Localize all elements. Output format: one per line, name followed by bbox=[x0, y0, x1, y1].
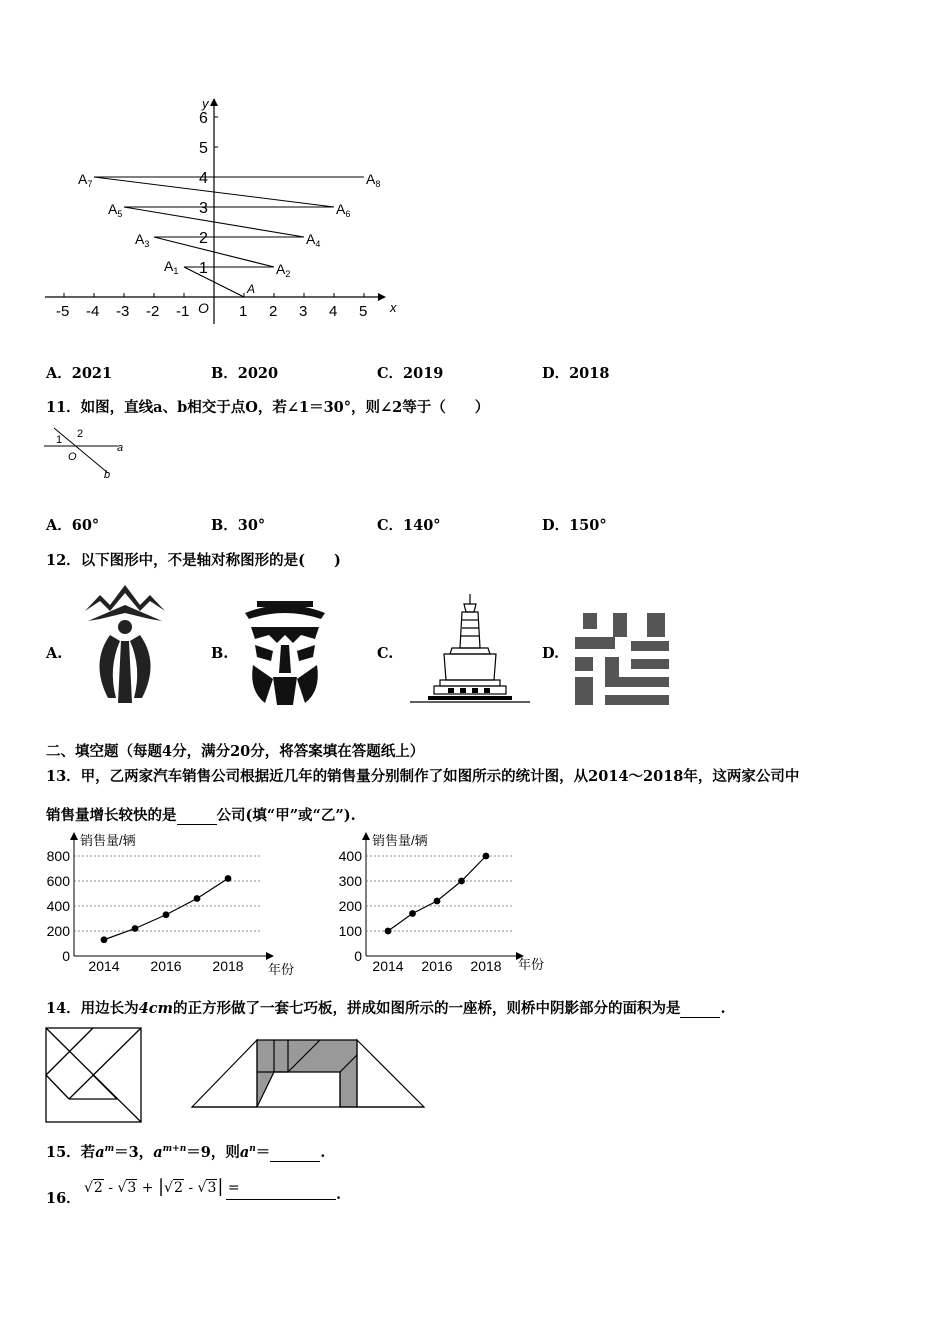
chart-jia-x-tick: 2018 bbox=[212, 958, 244, 974]
q10-option-d[interactable]: D．2018 bbox=[542, 365, 610, 382]
point-label: $A_2$ bbox=[276, 261, 291, 279]
chart-jia-xlabel: 年份 bbox=[268, 962, 295, 977]
q14-length: 4cm bbox=[138, 1000, 173, 1017]
y-tick: 5 bbox=[199, 140, 208, 157]
q12-option-c[interactable]: C. bbox=[377, 645, 394, 662]
q14-bridge-figure bbox=[190, 1038, 426, 1112]
chart-yi-data-point bbox=[385, 928, 392, 935]
q16-radicand: 3 bbox=[127, 1180, 137, 1196]
q13-answer-blank[interactable] bbox=[177, 807, 217, 825]
q10-option-c[interactable]: C．2019 bbox=[377, 365, 444, 382]
x-tick: 1 bbox=[239, 303, 248, 320]
point-label: $A_7$ bbox=[78, 171, 93, 189]
q15-stem bbox=[46, 1141, 325, 1162]
chart-jia-y-tick: 600 bbox=[46, 873, 70, 889]
q14-tangram-square bbox=[45, 1027, 143, 1124]
x-tick: 5 bbox=[359, 303, 368, 320]
chart-yi-y-tick: 400 bbox=[338, 848, 362, 864]
point-label: $A_6$ bbox=[336, 201, 351, 219]
chart-yi-series-line bbox=[388, 856, 486, 931]
q10-option-b[interactable]: B．2020 bbox=[211, 365, 279, 382]
y-tick: 2 bbox=[199, 230, 208, 247]
point-label: A bbox=[247, 282, 256, 296]
x-axis-label: x bbox=[390, 300, 397, 315]
chart-yi-y-tick: 100 bbox=[338, 923, 362, 939]
point-label: $A_4$ bbox=[306, 231, 321, 249]
chart-jia-ylabel: 销售量/辆 bbox=[80, 833, 136, 848]
q15-eq1: ＝3， bbox=[114, 1144, 154, 1161]
q11-figure bbox=[44, 423, 128, 481]
chart-yi-data-point bbox=[434, 898, 441, 905]
q15-sup-n: n bbox=[249, 1144, 256, 1155]
x-tick: 4 bbox=[329, 303, 338, 320]
angle2-label: 2 bbox=[77, 428, 84, 440]
chart-jia-data-point bbox=[132, 925, 139, 932]
q14-text-pre: 14．用边长为 bbox=[46, 1000, 139, 1017]
q12-figure-d-pattern-icon bbox=[575, 611, 670, 706]
q13-line2 bbox=[46, 804, 356, 825]
chart-jia-y-tick: 800 bbox=[46, 848, 70, 864]
q11-stem: 11．如图，直线a、b相交于点O，若∠1＝30°，则∠2等于（ ） bbox=[46, 399, 490, 416]
chart-jia bbox=[44, 830, 314, 980]
q10-coordinate-graph bbox=[40, 92, 400, 332]
q12-option-a[interactable]: A. bbox=[46, 645, 63, 662]
q15-a: a bbox=[95, 1144, 105, 1161]
chart-yi bbox=[336, 830, 558, 980]
q16-answer-blank[interactable] bbox=[226, 1198, 336, 1200]
y-tick: 1 bbox=[199, 260, 208, 277]
q15-sup-mn: m+n bbox=[162, 1144, 187, 1155]
chart-jia-data-point bbox=[225, 875, 232, 882]
chart-jia-data-point bbox=[101, 936, 108, 943]
q15-end: . bbox=[320, 1144, 326, 1161]
q16-expression: √2 - √3 + |√2 - √3| = bbox=[84, 1176, 240, 1197]
q11-option-c[interactable]: C．140° bbox=[377, 517, 441, 534]
y-tick: 6 bbox=[199, 110, 208, 127]
q16-number: 16． bbox=[46, 1190, 81, 1207]
x-tick: -2 bbox=[146, 303, 160, 320]
point-o-label: O bbox=[68, 451, 77, 463]
point-label: $A_8$ bbox=[366, 171, 381, 189]
q15-eq2: ＝9，则 bbox=[186, 1144, 240, 1161]
chart-yi-y-tick: 0 bbox=[354, 948, 362, 964]
q12-figure-a-bird-icon bbox=[80, 583, 170, 705]
chart-yi-y-tick: 300 bbox=[338, 873, 362, 889]
chart-jia-data-point bbox=[163, 911, 170, 918]
q12-option-d[interactable]: D. bbox=[542, 645, 560, 662]
q15-answer-blank[interactable] bbox=[270, 1144, 320, 1162]
chart-yi-data-point bbox=[458, 878, 465, 885]
line-a-label: a bbox=[117, 442, 124, 454]
q15-pre: 15．若 bbox=[46, 1144, 96, 1161]
q16-op: - bbox=[108, 1180, 114, 1196]
q10-option-a[interactable]: A．2021 bbox=[46, 365, 113, 382]
q15-a: a bbox=[239, 1144, 250, 1161]
q15-sup-m: m bbox=[104, 1144, 115, 1155]
chart-yi-y-tick: 200 bbox=[338, 898, 362, 914]
q16-end: . bbox=[336, 1186, 342, 1203]
y-axis-label: y bbox=[202, 96, 209, 111]
q16-op: - bbox=[188, 1180, 194, 1196]
q14-stem bbox=[46, 997, 726, 1018]
x-tick: -3 bbox=[116, 303, 130, 320]
q13-line1: 13．甲，乙两家汽车销售公司根据近几年的销售量分别制作了如图所示的统计图，从2014～2018年，这两家公司中 bbox=[46, 768, 800, 785]
x-tick: 2 bbox=[269, 303, 278, 320]
q13-line2-post: 公司(填“甲”或“乙”). bbox=[216, 807, 356, 824]
x-tick: 3 bbox=[299, 303, 308, 320]
q11-option-b[interactable]: B．30° bbox=[211, 517, 266, 534]
line-b-label: b bbox=[104, 469, 111, 481]
q12-option-b[interactable]: B. bbox=[211, 645, 229, 662]
origin-label: O bbox=[198, 300, 209, 316]
chart-yi-data-point bbox=[483, 853, 490, 860]
q16-eq: = bbox=[227, 1180, 240, 1196]
chart-yi-ylabel: 销售量/辆 bbox=[372, 833, 428, 848]
q14-end: . bbox=[720, 1000, 726, 1017]
q12-figure-c-pagoda-icon bbox=[408, 592, 532, 706]
chart-yi-x-tick: 2018 bbox=[470, 958, 502, 974]
y-tick: 3 bbox=[199, 200, 208, 217]
q14-text-post: 的正方形做了一套七巧板，拼成如图所示的一座桥，则桥中阴影部分的面积为是 bbox=[172, 1000, 681, 1017]
q13-line2-pre: 销售量增长较快的是 bbox=[46, 807, 177, 824]
q12-figure-b-mask-icon bbox=[243, 595, 327, 707]
point-label: $A_5$ bbox=[108, 201, 123, 219]
q11-option-d[interactable]: D．150° bbox=[542, 517, 607, 534]
chart-jia-x-tick: 2016 bbox=[150, 958, 182, 974]
angle1-label: 1 bbox=[56, 434, 63, 446]
q15-eq3: ＝ bbox=[255, 1144, 271, 1161]
x-tick: -1 bbox=[176, 303, 190, 320]
q16-radicand: 2 bbox=[173, 1180, 183, 1196]
chart-jia-y-tick: 400 bbox=[46, 898, 70, 914]
q14-answer-blank[interactable] bbox=[680, 1000, 720, 1018]
y-tick: 4 bbox=[199, 170, 208, 187]
chart-yi-data-point bbox=[409, 910, 416, 917]
q16-radicand: 3 bbox=[207, 1180, 217, 1196]
q11-option-a[interactable]: A．60° bbox=[46, 517, 100, 534]
point-label: $A_1$ bbox=[164, 258, 179, 276]
q12-stem: 12．以下图形中，不是轴对称图形的是( ) bbox=[46, 552, 341, 569]
x-tick: -5 bbox=[56, 303, 70, 320]
x-tick: -4 bbox=[86, 303, 100, 320]
chart-jia-data-point bbox=[194, 895, 201, 902]
chart-yi-x-tick: 2016 bbox=[421, 958, 453, 974]
q16-radicand: 2 bbox=[93, 1180, 103, 1196]
point-label: $A_3$ bbox=[135, 231, 150, 249]
section-2-title: 二、填空题（每题4分，满分20分，将答案填在答题纸上） bbox=[46, 743, 425, 760]
chart-jia-x-tick: 2014 bbox=[88, 958, 120, 974]
q16-op: + bbox=[141, 1180, 154, 1196]
q15-a: a bbox=[153, 1144, 163, 1161]
chart-jia-y-tick: 0 bbox=[62, 948, 70, 964]
chart-yi-x-tick: 2014 bbox=[372, 958, 404, 974]
chart-yi-xlabel: 年份 bbox=[518, 957, 545, 972]
chart-jia-y-tick: 200 bbox=[46, 923, 70, 939]
chart-jia-series-line bbox=[104, 879, 228, 940]
